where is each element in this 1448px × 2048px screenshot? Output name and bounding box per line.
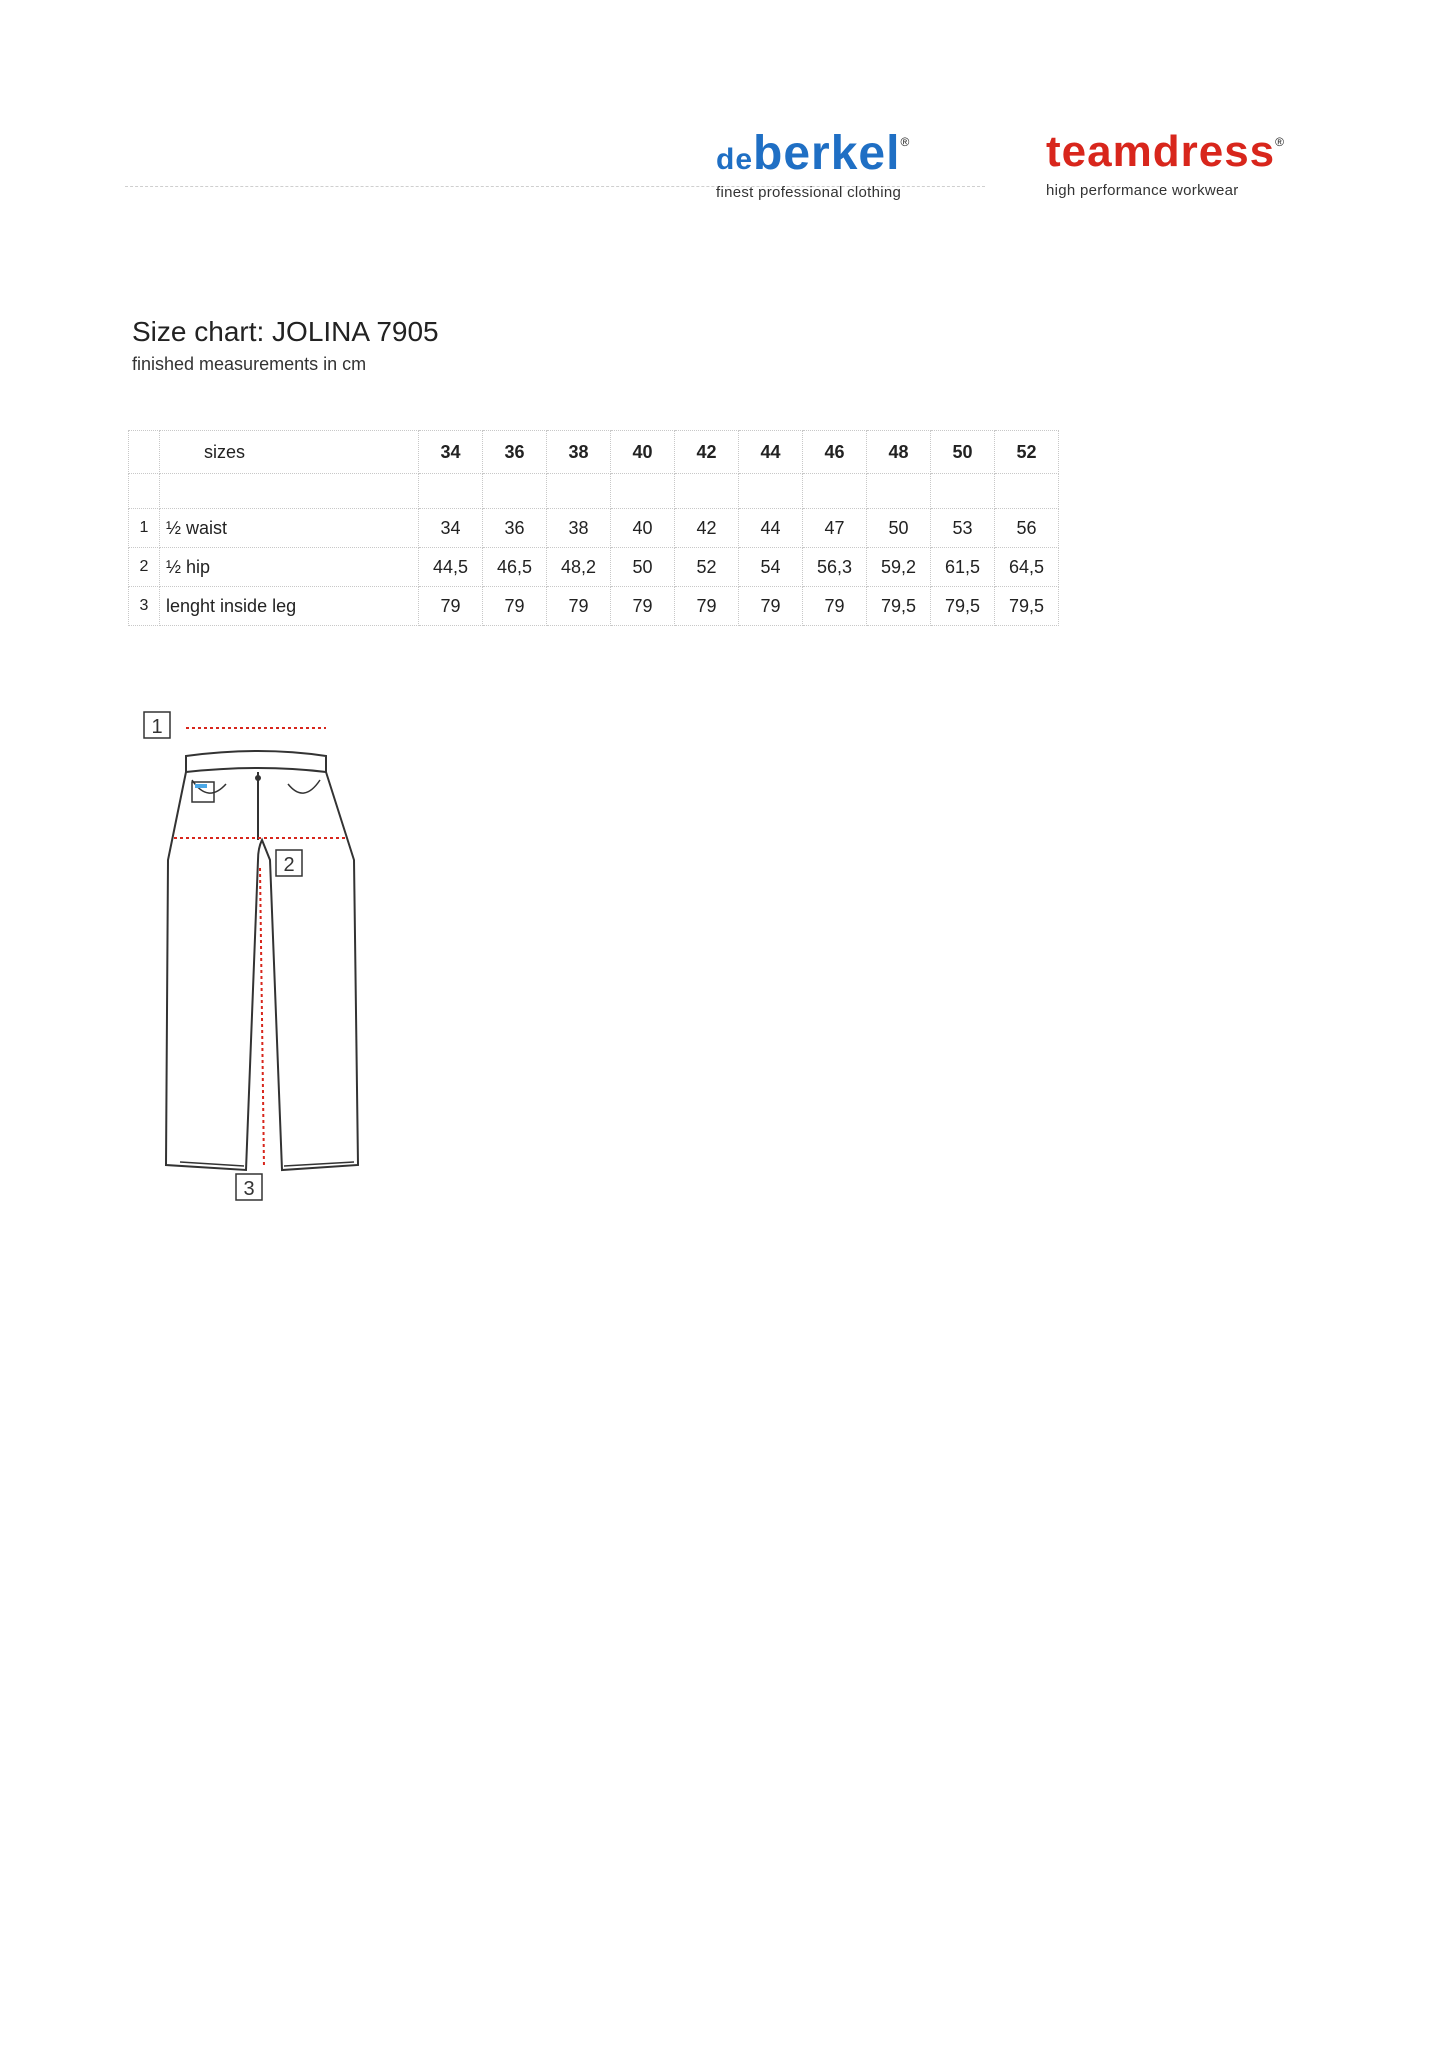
row-index: 1: [129, 509, 160, 548]
row-index: 3: [129, 587, 160, 626]
table-cell: 56: [995, 509, 1059, 548]
size-header: 52: [995, 431, 1059, 474]
size-header: 34: [419, 431, 483, 474]
deberkel-logo: [716, 127, 910, 201]
table-cell: 48,2: [547, 548, 611, 587]
deberkel-tagline: finest professional clothing: [716, 184, 902, 201]
page-title: Size chart: JOLINA 7905: [132, 316, 439, 347]
table-cell: 52: [675, 548, 739, 587]
index-header-cell: [129, 431, 160, 474]
size-header: 48: [867, 431, 931, 474]
table-cell: 79: [611, 587, 675, 626]
table-cell: 44: [739, 509, 803, 548]
table-cell: 61,5: [931, 548, 995, 587]
size-chart-table: [128, 430, 1059, 626]
table-header-row: [129, 431, 1059, 474]
table-cell: 46,5: [483, 548, 547, 587]
table-cell: 44,5: [419, 548, 483, 587]
row-label: lenght inside leg: [160, 587, 419, 626]
table-spacer-row: [129, 474, 1059, 509]
table-cell: 79,5: [867, 587, 931, 626]
sizes-header: sizes: [160, 431, 419, 474]
table-cell: 54: [739, 548, 803, 587]
size-header: 44: [739, 431, 803, 474]
inside-leg-measure-line: [260, 868, 264, 1168]
table-cell: 79: [803, 587, 867, 626]
table-cell: 53: [931, 509, 995, 548]
table-cell: 79,5: [931, 587, 995, 626]
table-cell: 59,2: [867, 548, 931, 587]
table-row-inside-leg: [129, 587, 1059, 626]
deberkel-logo-prefix: de: [716, 143, 754, 176]
table-cell: 50: [867, 509, 931, 548]
table-cell: 79: [675, 587, 739, 626]
size-header: 40: [611, 431, 675, 474]
page-subtitle: finished measurements in cm: [132, 354, 367, 374]
table-cell: 38: [547, 509, 611, 548]
table-cell: 47: [803, 509, 867, 548]
table-cell: 64,5: [995, 548, 1059, 587]
table-cell: 36: [483, 509, 547, 548]
marker-2-label: 2: [283, 854, 295, 876]
table-cell: 79: [739, 587, 803, 626]
table-cell: 42: [675, 509, 739, 548]
teamdress-logo-name: teamdress: [1046, 127, 1276, 176]
marker-1-label: 1: [151, 716, 163, 738]
registered-mark: ®: [1275, 135, 1284, 149]
table-cell: 50: [611, 548, 675, 587]
table-cell: 79: [483, 587, 547, 626]
table-cell: 40: [611, 509, 675, 548]
row-index: 2: [129, 548, 160, 587]
size-header: 36: [483, 431, 547, 474]
table-cell: 56,3: [803, 548, 867, 587]
size-header: 50: [931, 431, 995, 474]
table-row-hip: [129, 548, 1059, 587]
table-cell: 79: [547, 587, 611, 626]
marker-3-label: 3: [243, 1178, 255, 1200]
row-label: ½ hip: [160, 548, 419, 587]
table-cell: 79: [419, 587, 483, 626]
table-row-waist: [129, 509, 1059, 548]
size-header: 42: [675, 431, 739, 474]
teamdress-logo: [1046, 127, 1284, 199]
trousers-measurement-diagram: [140, 700, 370, 1210]
table-cell: 79,5: [995, 587, 1059, 626]
teamdress-tagline: high performance workwear: [1046, 182, 1239, 199]
table-cell: 34: [419, 509, 483, 548]
size-header: 46: [803, 431, 867, 474]
size-header: 38: [547, 431, 611, 474]
row-label: ½ waist: [160, 509, 419, 548]
registered-mark: ®: [900, 135, 910, 149]
deberkel-logo-name: berkel: [753, 127, 901, 180]
